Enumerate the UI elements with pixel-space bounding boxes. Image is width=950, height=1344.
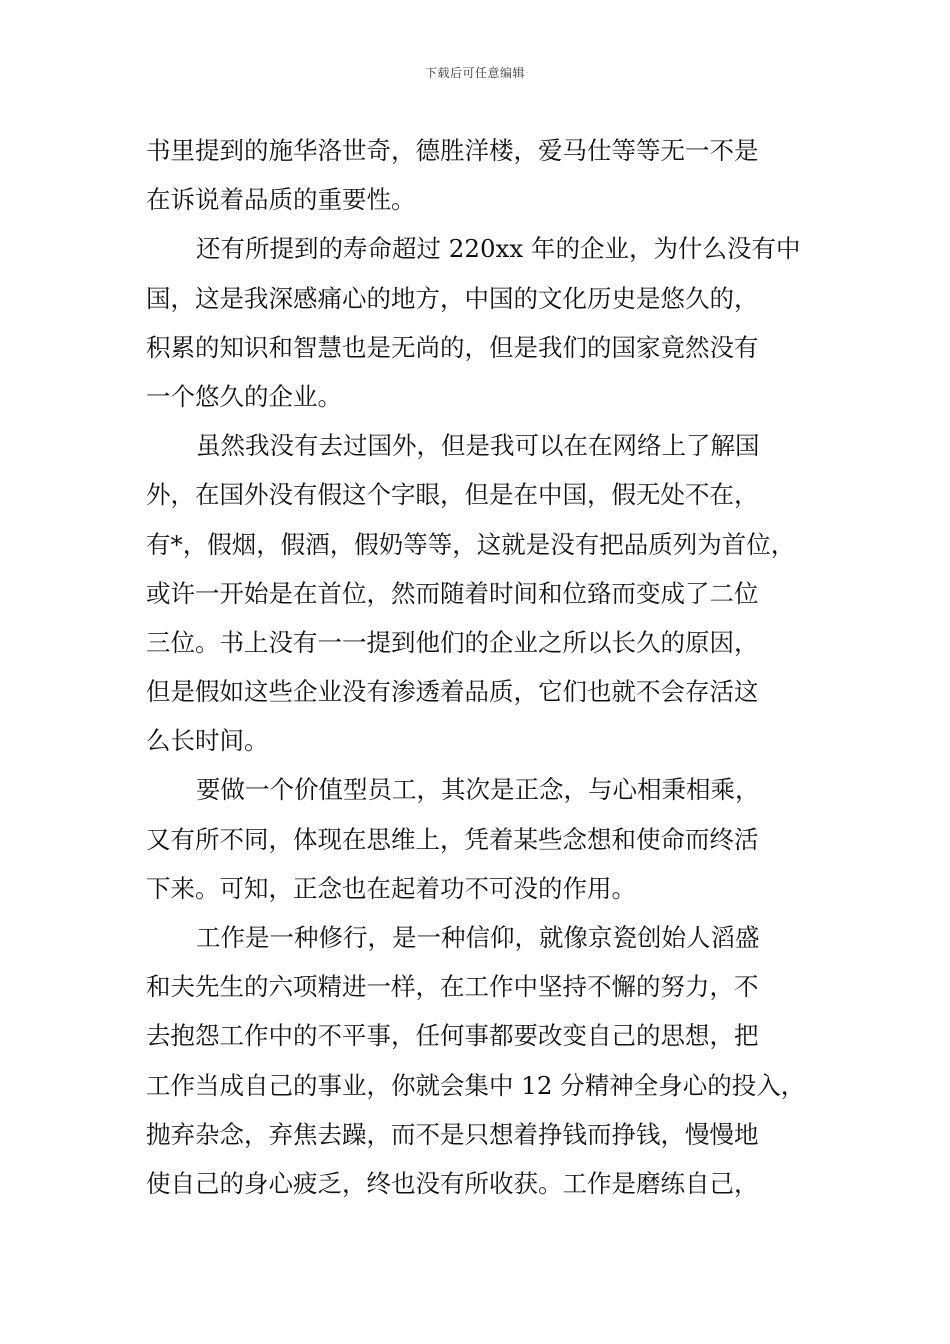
text-line: 抛弃杂念，弃焦去躁，而不是只想着挣钱而挣钱，慢慢地 [146,1119,759,1149]
text-line: 书里提到的施华洛世奇，德胜洋楼，爱马仕等等无一不是 [146,136,759,165]
text-line: 工作当成自己的事业，你就会集中 12 分精神全身心的投入， [146,1070,806,1100]
text-line: 一个悠久的企业。 [146,381,342,411]
document-body [146,126,810,1208]
paragraph [146,421,810,765]
text-line: 但是假如这些企业没有渗透着品质，它们也就不会存活这 [146,677,759,707]
paragraph [146,126,810,224]
page-header: 下载后可任意编辑 [424,66,525,80]
paragraph [146,765,810,913]
paragraph [146,224,810,421]
text-line: 三位。书上没有一一提到他们的企业之所以长久的原因， [146,627,759,657]
text-line: 外，在国外没有假这个字眼，但是在中国，假无处不在， [146,480,759,510]
text-line: 工作是一种修行，是一种信仰，就像京瓷创始人滔盛 [196,923,760,952]
text-line: 有*，假烟，假酒，假奶等等，这就是没有把品质列为首位， [146,529,796,559]
text-line: 虽然我没有去过国外，但是我可以在在网络上了解国 [196,431,760,461]
text-line: 又有所不同，体现在思维上，凭着某些念想和使命而终活 [146,824,759,854]
text-line: 和夫先生的六项精进一样，在工作中坚持不懈的努力，不 [146,972,759,1002]
text-line: 使自己的身心疲乏，终也没有所收获。工作是磨练自己， [146,1168,759,1198]
paragraph [146,913,810,1208]
text-line: 在诉说着品质的重要性。 [146,185,416,215]
text-line: 要做一个价值型员工，其次是正念，与心相秉相乘， [196,775,760,805]
text-line: 么长时间。 [146,726,269,756]
text-line: 或许一开始是在首位，然而随着时间和位臵而变成了二位 [146,578,759,608]
text-line: 国，这是我深感痛心的地方，中国的文化历史是悠久的， [146,283,759,313]
text-line: 下来。可知，正念也在起着功不可没的作用。 [146,873,636,903]
text-line: 还有所提到的寿命超过 220xx 年的企业，为什么没有中 [196,234,801,264]
text-line: 去抱怨工作中的不平事，任何事都要改变自己的思想，把 [146,1021,759,1051]
text-line: 积累的知识和智慧也是无尚的，但是我们的国家竟然没有 [146,332,759,362]
